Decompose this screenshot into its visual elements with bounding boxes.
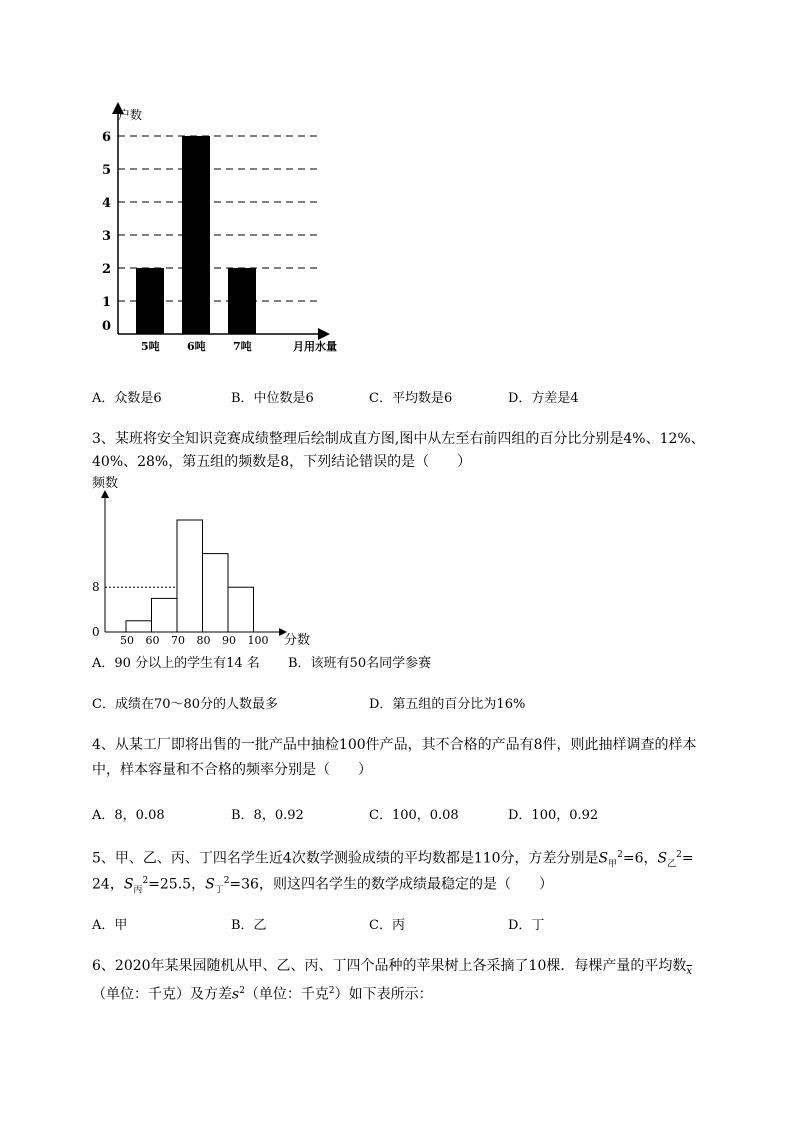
q6-stem-text: （单位：千克）及方差	[92, 986, 232, 1003]
x-tick-label: 5吨	[141, 340, 160, 353]
q4-stem-line1: 4、从某工厂即将出售的一批产品中抽检100件产品，其不合格的产品有8件，则此抽样调查的样本	[92, 737, 697, 753]
q3-option-d: D．第五组的百分比为16%	[369, 697, 526, 712]
variance-value: 24，	[92, 876, 124, 893]
histogram-bar	[203, 554, 229, 632]
q3-option-b: B．该班有50名同学参赛	[288, 656, 432, 671]
variance-symbol: S	[598, 850, 609, 867]
histogram-bar	[126, 621, 152, 632]
q6-stem-line2	[92, 981, 433, 1005]
x-axis-label: 分数	[284, 633, 311, 648]
histogram-bar	[228, 587, 254, 632]
q4-option-b: B．8，0.92	[231, 808, 304, 823]
bar	[228, 268, 256, 334]
q3-option-c: C．成绩在70～80分的人数最多	[92, 697, 279, 712]
y-tick-label: 3	[102, 229, 112, 244]
score-histogram	[85, 472, 335, 652]
variance-value: =36，	[229, 876, 273, 893]
y-tick-label: 4	[102, 196, 112, 211]
superscript: 2	[239, 986, 245, 996]
histogram-bar	[177, 520, 203, 632]
water-usage-bar-chart	[90, 100, 370, 360]
q2-option-c: C．平均数是6	[369, 391, 453, 406]
q5-stem-line2	[92, 871, 553, 900]
bar	[182, 136, 210, 334]
q5-option-c: C．丙	[369, 918, 405, 933]
q4-stem-line2: 中，样本容量和不合格的频率分别是（ ）	[92, 762, 372, 778]
subscript: 甲	[608, 859, 618, 870]
superscript: 2	[676, 850, 682, 860]
q6-stem-text: ）如下表所示：	[334, 986, 433, 1003]
x-tick-label: 90	[222, 634, 236, 647]
mean-symbol: x	[686, 965, 692, 977]
q6-stem-line1	[92, 956, 692, 982]
q6-stem-text: 6、2020年某果园随机从甲、乙、丙、丁四个品种的苹果树上各采摘了10棵．每棵产量的平均数	[92, 958, 687, 974]
q4-option-a: A．8，0.08	[92, 808, 165, 823]
y-tick-label: 6	[102, 130, 112, 145]
x-tick-label: 50	[120, 634, 134, 647]
superscript: 2	[223, 876, 230, 886]
y-tick-label: 2	[102, 262, 112, 277]
x-tick-label: 6吨	[187, 340, 206, 353]
y-tick-label: 5	[102, 163, 112, 178]
variance-value: =6，	[622, 850, 658, 867]
q5-option-a: A．甲	[92, 918, 128, 933]
x-tick-label: 7吨	[233, 340, 252, 353]
x-tick-label: 70	[171, 634, 185, 647]
q5-option-b: B．乙	[231, 918, 267, 933]
q3-stem-line2: 40%、28%，第五组的频数是8，下列结论错误的是（ ）	[92, 454, 472, 470]
q5-stem-text: 5、甲、乙、丙、丁四名学生近4次数学测验成绩的平均数都是110分，方差分别是	[92, 850, 599, 867]
q2-option-d: D．方差是4	[508, 391, 579, 406]
q2-option-b: B．中位数是6	[231, 391, 314, 406]
variance-symbol: S	[123, 876, 134, 893]
histogram-bar	[152, 598, 178, 632]
q2-option-a: A．众数是6	[92, 391, 162, 406]
variance-symbol: S	[205, 876, 215, 893]
variance-value: =	[681, 850, 694, 867]
superscript: 2	[617, 850, 623, 860]
q5-option-d: D．丁	[508, 918, 545, 933]
bar	[136, 268, 164, 334]
y-axis-label: 户数	[118, 108, 143, 122]
q4-option-d: D．100，0.92	[508, 808, 599, 823]
subscript: 丙	[133, 885, 143, 896]
x-tick-label: 60	[145, 634, 160, 647]
x-tick-label: 100	[247, 634, 269, 647]
q3-option-a: A．90 分以上的学生有14 名	[92, 656, 260, 671]
superscript: 2	[328, 986, 335, 996]
y-tick-label: 0	[92, 625, 100, 639]
superscript: 2	[142, 876, 149, 886]
y-axis-label: 频数	[92, 476, 119, 491]
subscript: 丁	[214, 885, 224, 896]
variance-symbol: s	[232, 986, 240, 1003]
q3-stem-line1: 3、某班将安全知识竞赛成绩整理后绘制成直方图,图中从左至右前四组的百分比分别是4%、12%、	[92, 431, 705, 447]
variance-symbol: S	[657, 850, 668, 867]
q6-stem-text: （单位：千克	[244, 986, 329, 1003]
q4-option-c: C．100，0.08	[369, 808, 459, 823]
y-tick-label: 8	[92, 580, 100, 595]
y-tick-label: 1	[102, 295, 112, 310]
variance-value: =25.5，	[148, 876, 206, 893]
q5-stem-text: 则这四名学生的数学成绩最稳定的是（ ）	[272, 876, 553, 893]
subscript: 乙	[667, 859, 677, 870]
y-tick-label: 0	[102, 319, 112, 334]
x-tick-label: 80	[196, 634, 211, 647]
x-axis-label: 月用水量	[293, 340, 337, 353]
